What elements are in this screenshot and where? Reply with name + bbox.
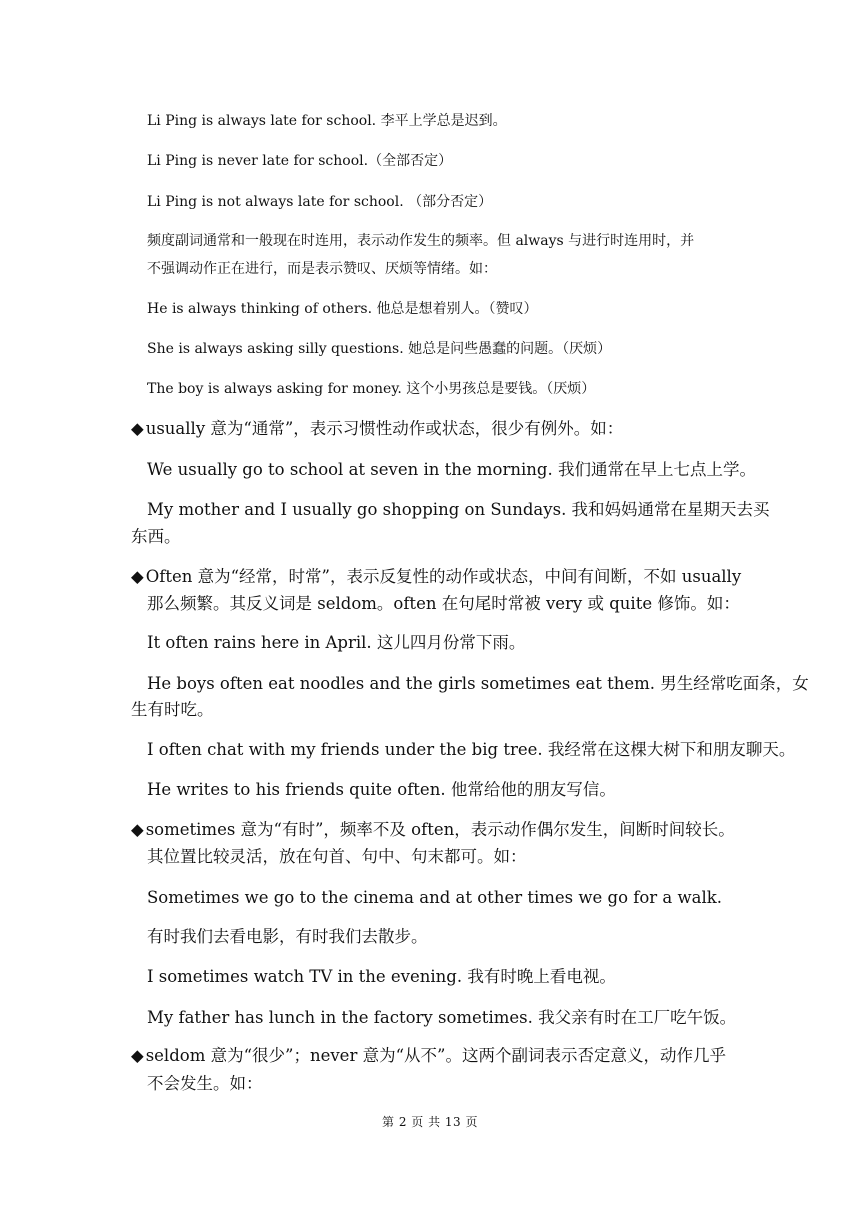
paragraph-line: 那么频繁。其反义词是 seldom。often 在句尾时常被 very 或 quite 修饰。如： bbox=[147, 594, 740, 613]
example-sentence: I often chat with my friends under the big tree. 我经常在这棵大树下和朋友聊天。 bbox=[147, 740, 796, 759]
bullet-heading-sometimes bbox=[131, 822, 735, 839]
paragraph-line: 其位置比较灵活，放在句首、句中、句末都可。如： bbox=[147, 847, 527, 866]
example-sentence: We usually go to school at seven in the morning. 我们通常在早上七点上学。 bbox=[147, 460, 756, 479]
page-footer: 第 2 页 共 13 页 bbox=[382, 1115, 478, 1129]
bullet-heading-often bbox=[131, 569, 741, 586]
paragraph-line: 频度副词通常和一般现在时连用，表示动作发生的频率。但 always 与进行时连用时，并 bbox=[147, 233, 695, 249]
diamond-bullet-icon: ◆ bbox=[131, 567, 144, 586]
example-sentence: She is always asking silly questions. 她总是问些愚蠢的问题。（厌烦） bbox=[147, 341, 612, 357]
example-sentence: Sometimes we go to the cinema and at other times we go for a walk. bbox=[147, 888, 722, 907]
example-sentence: Li Ping is always late for school. 李平上学总是迟到。 bbox=[147, 113, 507, 129]
example-sentence: My mother and I usually go shopping on Sundays. 我和妈妈通常在星期天去买 bbox=[147, 500, 770, 519]
bullet-heading-usually bbox=[131, 421, 623, 438]
paragraph-line: 不强调动作正在进行，而是表示赞叹、厌烦等情绪。如： bbox=[147, 261, 497, 277]
diamond-bullet-icon: ◆ bbox=[131, 419, 144, 438]
bullet-text: seldom 意为“很少”；never 意为“从不”。这两个副词表示否定意义，动作几乎 bbox=[145, 1046, 726, 1065]
example-sentence: He is always thinking of others. 他总是想着别人。（赞叹） bbox=[147, 301, 538, 317]
example-sentence: I sometimes watch TV in the evening. 我有时晚上看电视。 bbox=[147, 967, 616, 986]
bullet-text: usually 意为“通常”，表示习惯性动作或状态，很少有例外。如： bbox=[145, 419, 624, 438]
bullet-heading-seldom-never bbox=[131, 1048, 726, 1065]
bullet-text: sometimes 意为“有时”，频率不及 often，表示动作偶尔发生，间断时间较长。 bbox=[145, 820, 735, 839]
diamond-bullet-icon: ◆ bbox=[131, 1046, 144, 1065]
example-sentence-continuation: 东西。 bbox=[131, 527, 181, 546]
example-sentence: Li Ping is never late for school.（全部否定） bbox=[147, 153, 453, 169]
bullet-text: Often 意为“经常，时常”，表示反复性的动作或状态，中间有间断，不如 usually bbox=[145, 567, 742, 586]
example-sentence: My father has lunch in the factory sometimes. 我父亲有时在工厂吃午饭。 bbox=[147, 1008, 737, 1027]
example-translation: 有时我们去看电影，有时我们去散步。 bbox=[147, 927, 428, 946]
example-sentence: He writes to his friends quite often. 他常给他的朋友写信。 bbox=[147, 780, 616, 799]
example-sentence: He boys often eat noodles and the girls sometimes eat them. 男生经常吃面条，女 bbox=[147, 674, 809, 693]
diamond-bullet-icon: ◆ bbox=[131, 820, 144, 839]
example-sentence: Li Ping is not always late for school. （部分否定） bbox=[147, 194, 493, 210]
example-sentence-continuation: 生有时吃。 bbox=[131, 700, 214, 719]
paragraph-line: 不会发生。如： bbox=[147, 1074, 263, 1093]
example-sentence: The boy is always asking for money. 这个小男孩总是要钱。（厌烦） bbox=[147, 381, 596, 397]
example-sentence: It often rains here in April. 这儿四月份常下雨。 bbox=[147, 633, 526, 652]
